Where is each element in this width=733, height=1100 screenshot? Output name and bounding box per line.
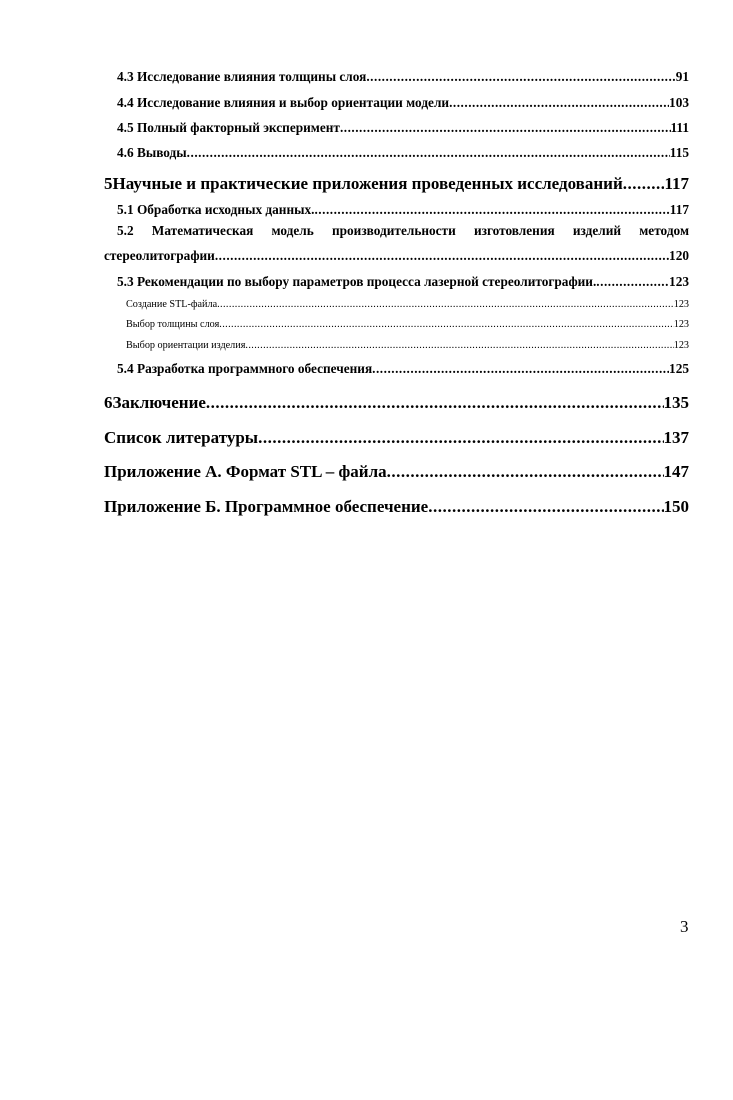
toc-appendix-b (104, 497, 689, 517)
toc-entry-5-2-line1: 5.2 Математическая модель производительности изготовления изделий методом (117, 223, 689, 238)
toc-entry-title: Выбор толщины слоя (126, 319, 220, 330)
toc-entry-4-4 (117, 95, 689, 111)
toc-leader-dots (387, 462, 664, 482)
toc-entry-page: 120 (669, 248, 689, 263)
toc-entry-5-2 (104, 248, 689, 264)
toc-leader-dots (314, 202, 669, 218)
toc-subentry-stl-file (126, 299, 689, 310)
toc-chapter-number: 6 (104, 393, 113, 412)
toc-chapter-5 (104, 174, 689, 194)
toc-entry-page: 135 (663, 393, 689, 412)
toc-leader-dots (215, 248, 669, 264)
toc-entry-title: Создание STL-файла (126, 299, 218, 310)
toc-entry-page: 91 (675, 69, 689, 84)
toc-entry-title: 5.4 Разработка программного обеспечения (117, 361, 373, 376)
toc-entry-page: 111 (670, 120, 689, 135)
toc-entry-4-3 (117, 69, 689, 85)
toc-leader-dots (366, 69, 675, 85)
toc-appendix-a (104, 462, 689, 482)
toc-leader-dots (219, 319, 673, 330)
toc-entry-title: 5.1 Обработка исходных данных. (117, 202, 315, 217)
toc-entry-title: 4.4 Исследование влияния и выбор ориентации модели (117, 95, 450, 110)
toc-leader-dots (206, 393, 664, 413)
toc-entry-title: 5.3 Рекомендации по выбору параметров процесса лазерной стереолитографии. (117, 274, 597, 289)
toc-entry-title: Список литературы (104, 428, 259, 447)
toc-subentry-orientation (126, 340, 689, 351)
toc-entry-5-3 (117, 274, 689, 290)
toc-entry-4-5 (117, 120, 689, 136)
toc-leader-dots (340, 120, 671, 136)
toc-chapter-number: 5 (104, 174, 113, 193)
toc-entry-title: Приложение А. Формат STL – файла (104, 462, 387, 481)
toc-entry-title: 4.5 Полный факторный эксперимент (117, 120, 340, 135)
toc-leader-dots (623, 174, 665, 194)
toc-leader-dots (245, 340, 673, 351)
toc-entry-title: Приложение Б. Программное обеспечение (104, 497, 429, 516)
toc-entry-page: 117 (669, 202, 689, 217)
toc-bibliography (104, 428, 689, 448)
page-number: 3 (680, 917, 689, 936)
toc-leader-dots (187, 145, 670, 161)
toc-entry-5-1 (117, 202, 689, 218)
toc-entry-title: стереолитографии (104, 248, 215, 263)
toc-entry-page: 123 (673, 319, 689, 330)
toc-entry-page: 137 (663, 428, 689, 447)
toc-entry-4-6 (117, 145, 689, 161)
toc-subentry-layer-thickness (126, 319, 689, 330)
toc-entry-page: 147 (663, 462, 689, 481)
toc-entry-page: 123 (673, 299, 689, 310)
toc-leader-dots (372, 361, 669, 377)
toc-entry-page: 103 (669, 95, 689, 110)
toc-entry-page: 150 (663, 497, 689, 516)
toc-entry-page: 115 (669, 145, 689, 160)
toc-leader-dots (258, 428, 663, 448)
toc-entry-page: 125 (669, 361, 689, 376)
toc-entry-title: 4.3 Исследование влияния толщины слоя (117, 69, 367, 84)
toc-entry-5-4 (117, 361, 689, 377)
toc-chapter-6 (104, 393, 689, 413)
toc-entry-title: Выбор ориентации изделия (126, 340, 246, 351)
toc-leader-dots (596, 274, 669, 290)
toc-leader-dots (428, 497, 663, 517)
toc-leader-dots (217, 299, 674, 310)
toc-leader-dots (449, 95, 669, 111)
toc-entry-title: 4.6 Выводы (117, 145, 187, 160)
toc-entry-title: Научные и практические приложения проведенных исследований (112, 174, 623, 193)
toc-entry-page: 117 (664, 174, 689, 193)
toc-entry-page: 123 (673, 340, 689, 351)
toc-entry-page: 123 (669, 274, 689, 289)
toc-entry-title: Заключение (112, 393, 206, 412)
